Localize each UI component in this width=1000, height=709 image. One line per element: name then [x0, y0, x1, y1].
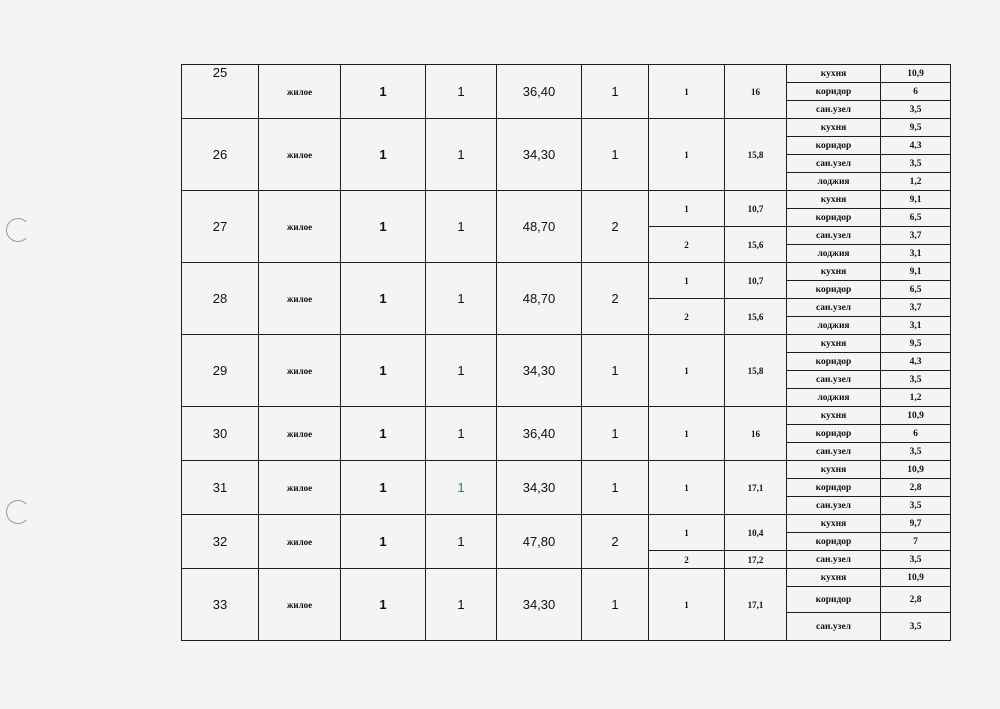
living-room-area: 17,1: [725, 461, 787, 515]
aux-room-area: 10,9: [881, 65, 951, 83]
aux-room-area: 3,1: [881, 245, 951, 263]
total-area: 47,80: [497, 515, 582, 569]
aux-room-area: 9,5: [881, 335, 951, 353]
aux-room-name: кухня: [787, 569, 881, 587]
aux-room-area: 7: [881, 533, 951, 551]
aux-room-name: кухня: [787, 119, 881, 137]
apartment-number: 32: [182, 515, 259, 569]
total-area: 34,30: [497, 119, 582, 191]
aux-room-area: 3,7: [881, 299, 951, 317]
value-col3: 1: [341, 65, 426, 119]
aux-room-area: 4,3: [881, 353, 951, 371]
room-count: 2: [582, 515, 649, 569]
aux-room-area: 3,5: [881, 371, 951, 389]
value-col3: 1: [341, 263, 426, 335]
value-col3: 1: [341, 515, 426, 569]
living-room-area: 15,8: [725, 119, 787, 191]
premises-type: жилое: [259, 461, 341, 515]
value-col4: 1: [426, 407, 497, 461]
living-room-area: 15,6: [725, 227, 787, 263]
total-area: 34,30: [497, 335, 582, 407]
premises-type: жилое: [259, 119, 341, 191]
premises-type: жилое: [259, 263, 341, 335]
aux-room-area: 10,9: [881, 569, 951, 587]
value-col3: 1: [341, 407, 426, 461]
aux-room-area: 6,5: [881, 281, 951, 299]
value-col4: 1: [426, 569, 497, 641]
value-col3: 1: [341, 461, 426, 515]
premises-type: жилое: [259, 335, 341, 407]
apartment-number: 27: [182, 191, 259, 263]
living-room-number: 1: [649, 569, 725, 641]
aux-room-area: 9,5: [881, 119, 951, 137]
living-room-area: 17,1: [725, 569, 787, 641]
living-room-number: 1: [649, 515, 725, 551]
aux-room-name: коридор: [787, 479, 881, 497]
aux-room-name: лоджия: [787, 173, 881, 191]
aux-room-name: кухня: [787, 407, 881, 425]
aux-room-area: 4,3: [881, 137, 951, 155]
living-room-number: 1: [649, 119, 725, 191]
total-area: 48,70: [497, 263, 582, 335]
living-room-number: 1: [649, 65, 725, 119]
aux-room-name: сан.узел: [787, 497, 881, 515]
apartment-number: 29: [182, 335, 259, 407]
aux-room-area: 9,7: [881, 515, 951, 533]
punch-hole-top: [6, 218, 30, 242]
room-count: 1: [582, 119, 649, 191]
apartment-number: 28: [182, 263, 259, 335]
aux-room-name: сан.узел: [787, 299, 881, 317]
living-room-number: 2: [649, 551, 725, 569]
living-room-area: 16: [725, 407, 787, 461]
aux-room-area: 3,1: [881, 317, 951, 335]
apartment-number: 26: [182, 119, 259, 191]
aux-room-area: 10,9: [881, 461, 951, 479]
aux-room-name: лоджия: [787, 389, 881, 407]
value-col4: 1: [426, 263, 497, 335]
value-col3: 1: [341, 119, 426, 191]
premises-type: жилое: [259, 569, 341, 641]
aux-room-name: сан.узел: [787, 551, 881, 569]
value-col3: 1: [341, 191, 426, 263]
value-col4: 1: [426, 65, 497, 119]
value-col4: 1: [426, 515, 497, 569]
total-area: 34,30: [497, 569, 582, 641]
living-room-number: 1: [649, 407, 725, 461]
aux-room-name: коридор: [787, 209, 881, 227]
premises-type: жилое: [259, 191, 341, 263]
living-room-area: 10,4: [725, 515, 787, 551]
living-room-number: 1: [649, 263, 725, 299]
apartment-register-sheet: [181, 64, 950, 639]
living-room-number: 1: [649, 461, 725, 515]
aux-room-name: сан.узел: [787, 371, 881, 389]
aux-room-name: сан.узел: [787, 101, 881, 119]
living-room-number: 1: [649, 335, 725, 407]
room-count: 1: [582, 335, 649, 407]
living-room-number: 2: [649, 227, 725, 263]
aux-room-name: коридор: [787, 353, 881, 371]
living-room-area: 10,7: [725, 191, 787, 227]
aux-room-name: коридор: [787, 425, 881, 443]
total-area: 36,40: [497, 65, 582, 119]
aux-room-area: 9,1: [881, 263, 951, 281]
aux-room-name: лоджия: [787, 245, 881, 263]
aux-room-name: кухня: [787, 515, 881, 533]
total-area: 48,70: [497, 191, 582, 263]
value-col3: 1: [341, 569, 426, 641]
aux-room-area: 1,2: [881, 389, 951, 407]
living-room-area: 17,2: [725, 551, 787, 569]
premises-type: жилое: [259, 515, 341, 569]
aux-room-name: сан.узел: [787, 443, 881, 461]
apartment-number: 33: [182, 569, 259, 641]
aux-room-name: коридор: [787, 83, 881, 101]
value-col3: 1: [341, 335, 426, 407]
aux-room-name: коридор: [787, 533, 881, 551]
apartment-number: 31: [182, 461, 259, 515]
aux-room-area: 6,5: [881, 209, 951, 227]
aux-room-area: 3,7: [881, 227, 951, 245]
aux-room-area: 10,9: [881, 407, 951, 425]
room-count: 1: [582, 461, 649, 515]
aux-room-area: 3,5: [881, 155, 951, 173]
aux-room-area: 6: [881, 425, 951, 443]
aux-room-name: коридор: [787, 137, 881, 155]
aux-room-name: сан.узел: [787, 613, 881, 641]
living-room-number: 1: [649, 191, 725, 227]
total-area: 34,30: [497, 461, 582, 515]
aux-room-area: 2,8: [881, 479, 951, 497]
aux-room-area: 3,5: [881, 101, 951, 119]
room-count: 1: [582, 65, 649, 119]
total-area: 36,40: [497, 407, 582, 461]
premises-type: жилое: [259, 65, 341, 119]
aux-room-name: кухня: [787, 461, 881, 479]
aux-room-area: 1,2: [881, 173, 951, 191]
aux-room-name: лоджия: [787, 317, 881, 335]
room-count: 1: [582, 407, 649, 461]
aux-room-name: коридор: [787, 587, 881, 613]
punch-hole-bottom: [6, 500, 30, 524]
value-col4: 1: [426, 461, 497, 515]
room-count: 2: [582, 191, 649, 263]
value-col4: 1: [426, 119, 497, 191]
aux-room-name: кухня: [787, 263, 881, 281]
value-col4: 1: [426, 191, 497, 263]
living-room-number: 2: [649, 299, 725, 335]
room-count: 2: [582, 263, 649, 335]
living-room-area: 15,8: [725, 335, 787, 407]
aux-room-name: кухня: [787, 191, 881, 209]
aux-room-name: сан.узел: [787, 227, 881, 245]
apartment-number: 30: [182, 407, 259, 461]
aux-room-area: 3,5: [881, 443, 951, 461]
room-count: 1: [582, 569, 649, 641]
living-room-area: 16: [725, 65, 787, 119]
aux-room-area: 3,5: [881, 551, 951, 569]
aux-room-area: 3,5: [881, 613, 951, 641]
living-room-area: 10,7: [725, 263, 787, 299]
aux-room-area: 2,8: [881, 587, 951, 613]
aux-room-name: сан.узел: [787, 155, 881, 173]
apartment-register-table: [181, 64, 951, 641]
premises-type: жилое: [259, 407, 341, 461]
aux-room-name: кухня: [787, 335, 881, 353]
apartment-number: 25: [182, 65, 259, 119]
aux-room-area: 3,5: [881, 497, 951, 515]
aux-room-area: 6: [881, 83, 951, 101]
value-col4: 1: [426, 335, 497, 407]
aux-room-area: 9,1: [881, 191, 951, 209]
living-room-area: 15,6: [725, 299, 787, 335]
aux-room-name: коридор: [787, 281, 881, 299]
aux-room-name: кухня: [787, 65, 881, 83]
